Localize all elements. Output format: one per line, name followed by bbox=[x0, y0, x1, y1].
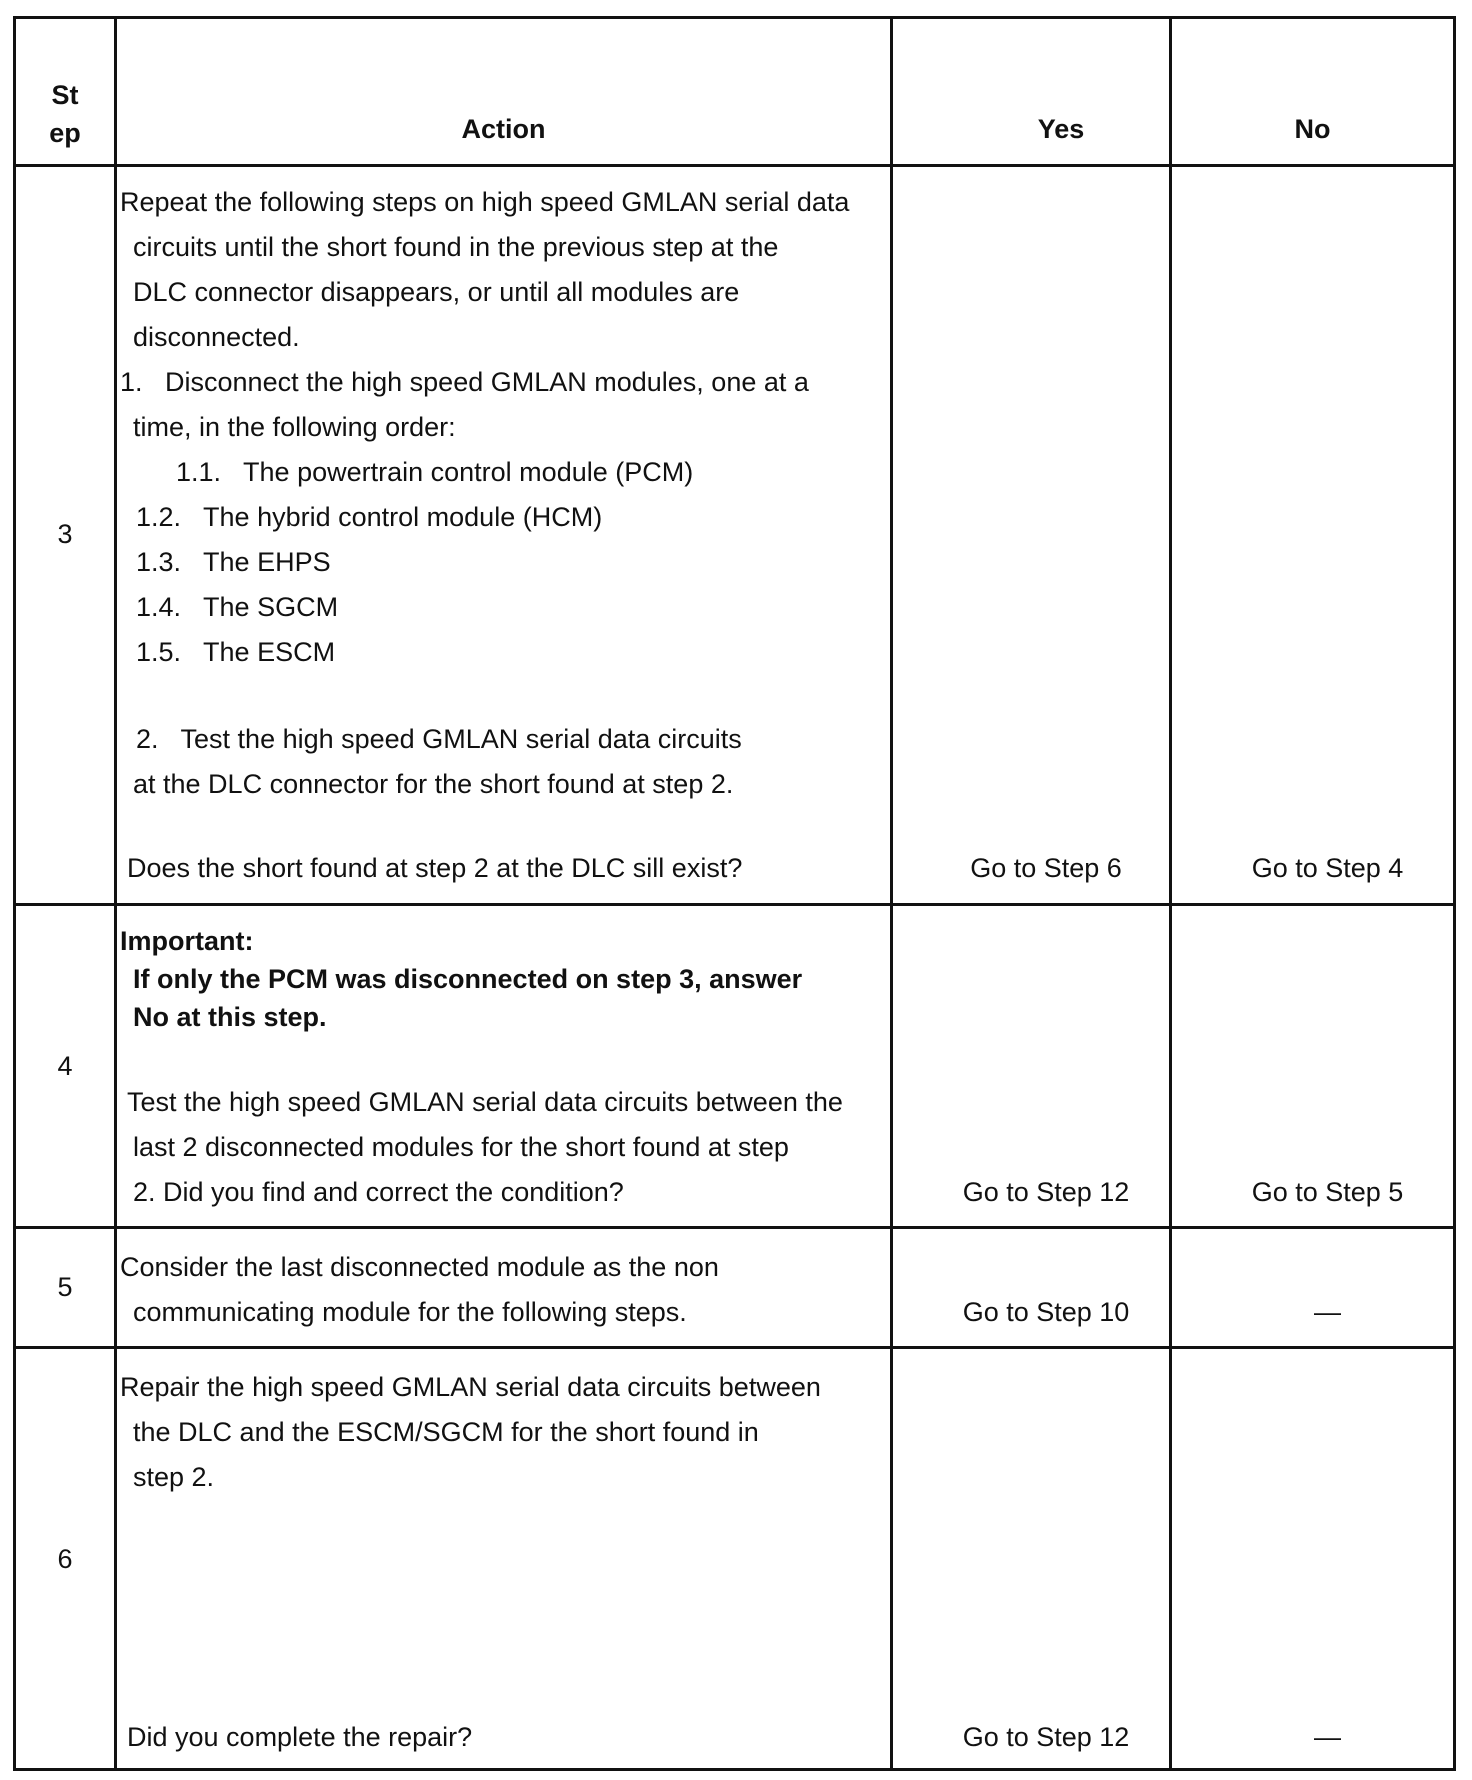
action-line: 1.1. The powertrain control module (PCM) bbox=[176, 457, 694, 487]
action-question: Does the short found at step 2 at the DLC sill exist? bbox=[127, 853, 743, 883]
action-question: Did you complete the repair? bbox=[127, 1722, 473, 1752]
yes-result: Go to Step 10 bbox=[962, 1297, 1130, 1327]
table-border-left bbox=[13, 16, 16, 1771]
action-line: last 2 disconnected modules for the short found at step bbox=[133, 1132, 789, 1162]
important-line: No at this step. bbox=[133, 1002, 327, 1032]
table-border-top bbox=[13, 16, 1456, 19]
action-line: Test the high speed GMLAN serial data circuits between the bbox=[127, 1087, 843, 1117]
column-divider-action bbox=[890, 16, 893, 1771]
yes-result: Go to Step 12 bbox=[962, 1722, 1130, 1752]
row-divider-header bbox=[13, 164, 1456, 167]
action-line: 1.2. The hybrid control module (HCM) bbox=[136, 502, 603, 532]
important-line: If only the PCM was disconnected on step 3, answer bbox=[133, 964, 803, 994]
no-result-dash: — bbox=[1314, 1297, 1341, 1327]
step-number: 6 bbox=[57, 1544, 73, 1574]
table-border-bottom bbox=[13, 1768, 1456, 1771]
no-result-dash: — bbox=[1314, 1722, 1341, 1752]
action-line: 1.5. The ESCM bbox=[136, 637, 336, 667]
action-line: 1.4. The SGCM bbox=[136, 592, 339, 622]
action-line: disconnected. bbox=[133, 322, 300, 352]
step-number: 5 bbox=[57, 1272, 73, 1302]
step-number: 3 bbox=[57, 519, 73, 549]
row-divider-3 bbox=[13, 903, 1456, 906]
action-line: step 2. bbox=[133, 1462, 215, 1492]
action-line: Consider the last disconnected module as the non bbox=[120, 1252, 719, 1282]
column-divider-yes bbox=[1169, 16, 1172, 1771]
header-yes: Yes bbox=[1037, 114, 1085, 144]
no-result: Go to Step 5 bbox=[1251, 1177, 1404, 1207]
header-step-line1: St bbox=[51, 80, 79, 110]
header-action: Action bbox=[461, 114, 546, 144]
action-line: at the DLC connector for the short found at step 2. bbox=[133, 769, 734, 799]
row-divider-5 bbox=[13, 1346, 1456, 1349]
action-line: Repair the high speed GMLAN serial data circuits between bbox=[120, 1372, 821, 1402]
row-divider-4 bbox=[13, 1226, 1456, 1229]
action-line: DLC connector disappears, or until all modules are bbox=[133, 277, 740, 307]
action-line: Repeat the following steps on high speed GMLAN serial data bbox=[120, 187, 850, 217]
header-step-line2: ep bbox=[49, 118, 81, 148]
no-result: Go to Step 4 bbox=[1251, 853, 1404, 883]
action-line: 1.3. The EHPS bbox=[136, 547, 331, 577]
header-no: No bbox=[1294, 114, 1331, 144]
action-line: time, in the following order: bbox=[133, 412, 456, 442]
action-line: 2. Did you find and correct the condition? bbox=[133, 1177, 624, 1207]
important-label: Important: bbox=[120, 926, 254, 956]
yes-result: Go to Step 12 bbox=[962, 1177, 1130, 1207]
step-number: 4 bbox=[57, 1051, 73, 1081]
header-step bbox=[16, 76, 114, 152]
action-line: communicating module for the following steps. bbox=[133, 1297, 687, 1327]
yes-result: Go to Step 6 bbox=[970, 853, 1122, 883]
action-line: 1. Disconnect the high speed GMLAN modules, one at a bbox=[120, 367, 809, 397]
column-divider-step bbox=[114, 16, 117, 1771]
action-line: circuits until the short found in the previous step at the bbox=[133, 232, 779, 262]
table-border-right bbox=[1453, 16, 1456, 1771]
action-line: the DLC and the ESCM/SGCM for the short found in bbox=[133, 1417, 759, 1447]
action-line: 2. Test the high speed GMLAN serial data circuits bbox=[136, 724, 742, 754]
